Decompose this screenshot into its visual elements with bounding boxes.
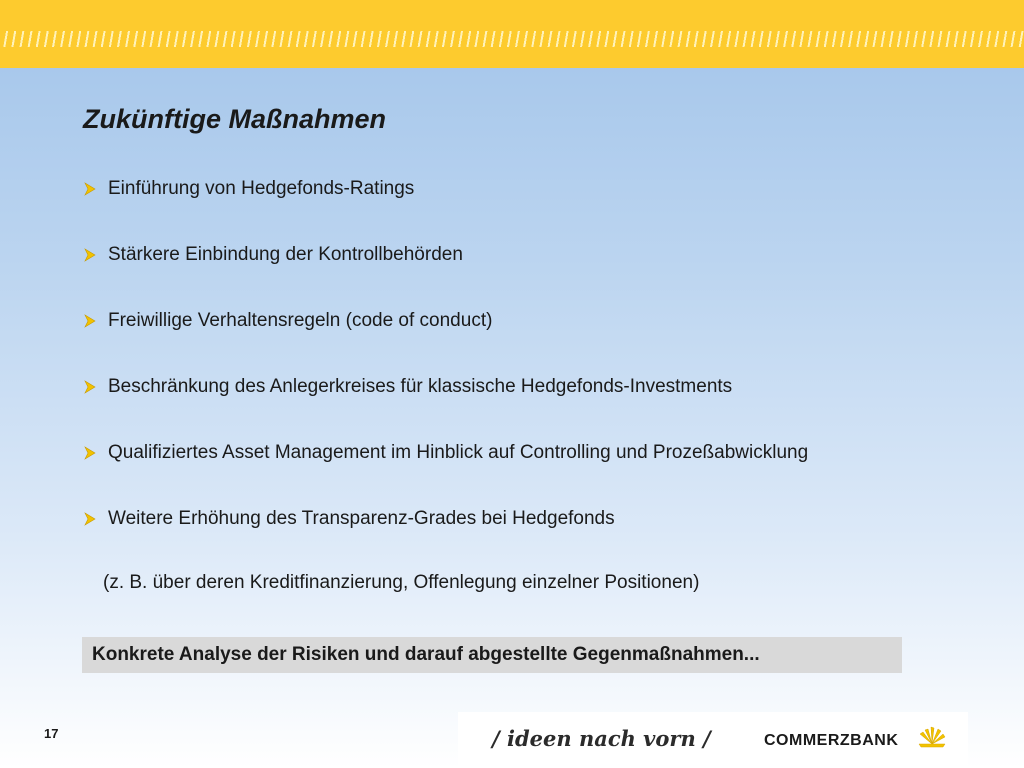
arrow-bullet-icon: [83, 314, 97, 328]
arrow-bullet-icon: [83, 446, 97, 460]
band-stripe-pattern: [0, 31, 1024, 47]
arrow-bullet-icon: [83, 182, 97, 196]
commerzbank-logo-icon: [916, 726, 948, 748]
slide-title: Zukünftige Maßnahmen: [83, 104, 386, 134]
bullet-note: (z. B. über deren Kreditfinanzierung, Offenlegung einzelner Positionen): [103, 572, 700, 593]
bullet-text: Einführung von Hedgefonds-Ratings: [108, 178, 415, 199]
arrow-bullet-icon: [83, 512, 97, 526]
page-number: 17: [44, 726, 59, 741]
slogan: / ideen nach vorn /: [492, 726, 711, 751]
arrow-bullet-icon: [83, 380, 97, 394]
conclusion-box: Konkrete Analyse der Risiken und darauf abgestellte Gegenmaßnahmen...: [82, 637, 902, 673]
bullet-text: Qualifiziertes Asset Management im Hinblick auf Controlling und Prozeßabwicklung: [108, 442, 809, 463]
brand-name: COMMERZBANK: [764, 732, 899, 749]
top-band: [0, 0, 1024, 68]
arrow-bullet-icon: [83, 248, 97, 262]
bullet-text: Beschränkung des Anlegerkreises für klassische Hedgefonds-Investments: [108, 376, 733, 397]
bullet-text: Weitere Erhöhung des Transparenz-Grades bei Hedgefonds: [108, 508, 615, 529]
bullet-text: Stärkere Einbindung der Kontrollbehörden: [108, 244, 463, 265]
bullet-text: Freiwillige Verhaltensregeln (code of conduct): [108, 310, 493, 331]
